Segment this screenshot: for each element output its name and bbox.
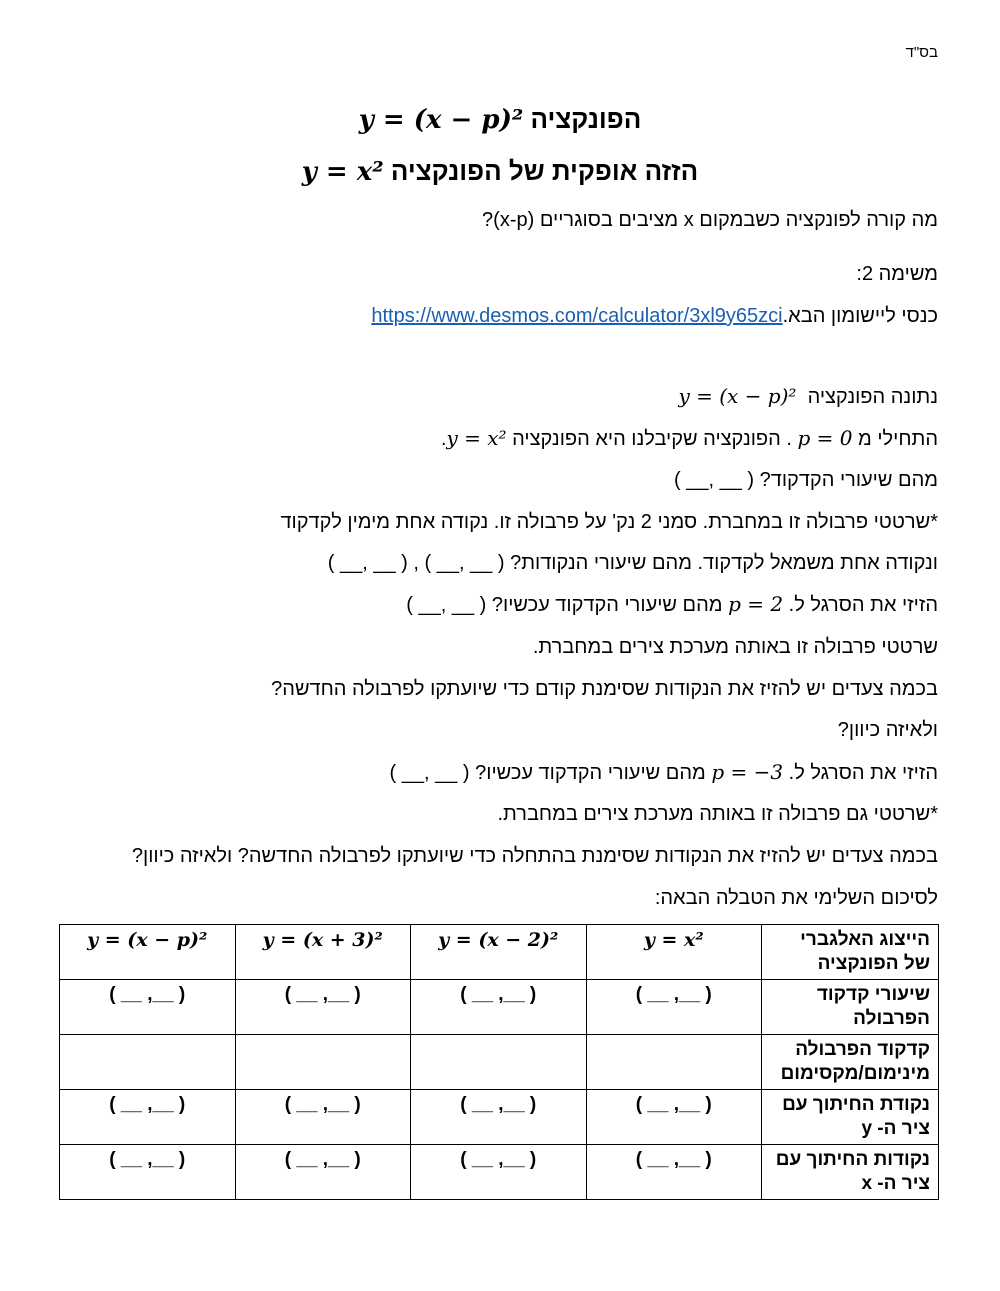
table-cell (60, 1035, 236, 1090)
header-formula: y = (x + 3)² (262, 929, 383, 951)
row-label: נקודת החיתוך עם ציר ה- y (762, 1090, 939, 1145)
start-formula-p: p = 0 (797, 426, 853, 450)
cell-value: ( __ ,__ ) (635, 984, 712, 1005)
summary-table (59, 924, 939, 1200)
row-label: נקודות החיתוך עם ציר ה- x (762, 1145, 939, 1200)
move3-text-b: מהם שיעורי הקדקוד עכשיו? ( __ ,__ ) (389, 762, 706, 784)
desmos-link[interactable]: https://www.desmos.com/calculator/3xl9y65zci (371, 305, 783, 327)
start-line (441, 424, 938, 453)
cell-value: ( __ ,__ ) (460, 1149, 537, 1170)
given-function-line (678, 382, 938, 411)
table-cell (60, 980, 236, 1035)
table-cell (586, 1035, 762, 1090)
cell-value: ( __ ,__ ) (460, 1094, 537, 1115)
table-row (60, 980, 939, 1035)
direction-question: ולאיזה כיוון? (837, 719, 938, 741)
draw-instruction-2: ונקודה אחת משמאל לקדקוד. מהם שיעורי הנקודות? ( __ ,__ ) , ( __ ,__ ) (327, 552, 938, 574)
move-p2-line (406, 590, 938, 619)
cell-value: ( __ ,__ ) (284, 1094, 361, 1115)
start-formula-f: y = x² (446, 426, 507, 450)
move-p-minus3-line (390, 758, 938, 787)
table-header-cell (60, 925, 236, 980)
table-cell (235, 1035, 411, 1090)
table-cell (60, 1090, 236, 1145)
table-cell (411, 1090, 587, 1145)
vertex-question: מהם שיעורי הקדקוד? ( __ ,__ ) (674, 469, 938, 491)
cell-value: ( __ ,__ ) (109, 1149, 186, 1170)
task-label: משימה 2: (856, 263, 938, 285)
table-row (60, 1035, 939, 1090)
move2-text-a: הזיזי את הסרגל ל. (788, 594, 938, 616)
table-header-cell (235, 925, 411, 980)
draw-also: *שרטטי גם פרבולה זו באותה מערכת צירים במחברת. (497, 803, 938, 825)
table-cell (235, 980, 411, 1035)
subtitle-text: הזזה אופקית של הפונקציה (390, 156, 699, 186)
page-title (0, 104, 1000, 135)
page-corner-note: בס"ד (905, 44, 938, 61)
move3-formula: p = −3 (711, 760, 784, 784)
table-cell (411, 1145, 587, 1200)
link-line (371, 302, 938, 330)
table-row (60, 1090, 939, 1145)
question-line: מה קורה לפונקציה כשבמקום x מציבים בסוגריים (x-p)? (482, 209, 938, 231)
cell-value: ( __ ,__ ) (284, 1149, 361, 1170)
table-cell (235, 1145, 411, 1200)
header-formula: y = (x − 2)² (438, 929, 559, 951)
draw-same-axes: שרטטי פרבולה זו באותה מערכת צירים במחברת. (532, 636, 938, 658)
start-text-a: התחילי מ (858, 428, 938, 450)
table-header-cell (586, 925, 762, 980)
table-cell (411, 980, 587, 1035)
given-formula: y = (x − p)² (678, 384, 797, 408)
table-row (60, 1145, 939, 1200)
link-prefix: כנסי ליישומון הבא. (782, 305, 938, 327)
table-header-cell (411, 925, 587, 980)
table-cell (586, 1145, 762, 1200)
move2-text-b: מהם שיעורי הקדקוד עכשיו? ( __ ,__ ) (406, 594, 723, 616)
table-header-row (60, 925, 939, 980)
steps-question-2: בכמה צעדים יש להזיז את הנקודות שסימנת בהתחלה כדי שיועתקו לפרבולה החדשה? ולאיזה כיוון? (131, 845, 938, 867)
row-label: קדקוד הפרבולה מינימום/מקסימום (762, 1035, 939, 1090)
header-formula: y = x² (643, 929, 704, 951)
page-subtitle (0, 156, 1000, 187)
title-formula: y = (x − p)² (358, 105, 524, 135)
draw-instruction-1: *שרטטי פרבולה זו במחברת. סמני 2 נק' על פרבולה זו. נקודה אחת מימין לקדקוד (280, 511, 938, 533)
cell-value: ( __ ,__ ) (109, 984, 186, 1005)
cell-value: ( __ ,__ ) (635, 1094, 712, 1115)
cell-value: ( __ ,__ ) (284, 984, 361, 1005)
header-formula: y = (x − p)² (87, 929, 208, 951)
start-text-b: . הפונקציה שקיבלנו היא הפונקציה (512, 428, 792, 450)
cell-value: ( __ ,__ ) (460, 984, 537, 1005)
move2-formula: p = 2 (728, 592, 784, 616)
table-header-label: הייצוג האלגברי של הפונקציה (762, 925, 939, 980)
start-text-c: . (440, 428, 447, 450)
table-cell (60, 1145, 236, 1200)
table-cell (411, 1035, 587, 1090)
cell-value: ( __ ,__ ) (109, 1094, 186, 1115)
row-label: שיעורי קדקוד הפרבולה (762, 980, 939, 1035)
cell-value: ( __ ,__ ) (635, 1149, 712, 1170)
table-cell (586, 1090, 762, 1145)
subtitle-formula: y = x² (301, 157, 384, 187)
move3-text-a: הזיזי את הסרגל ל. (788, 762, 938, 784)
summary-intro: לסיכום השלימי את הטבלה הבאה: (654, 887, 938, 909)
given-text: נתונה הפונקציה (807, 386, 938, 408)
title-text: הפונקציה (530, 104, 642, 134)
table-cell (235, 1090, 411, 1145)
steps-question: בכמה צעדים יש להזיז את הנקודות שסימנת קודם כדי שיועתקו לפרבולה החדשה? (271, 678, 938, 700)
table-cell (586, 980, 762, 1035)
